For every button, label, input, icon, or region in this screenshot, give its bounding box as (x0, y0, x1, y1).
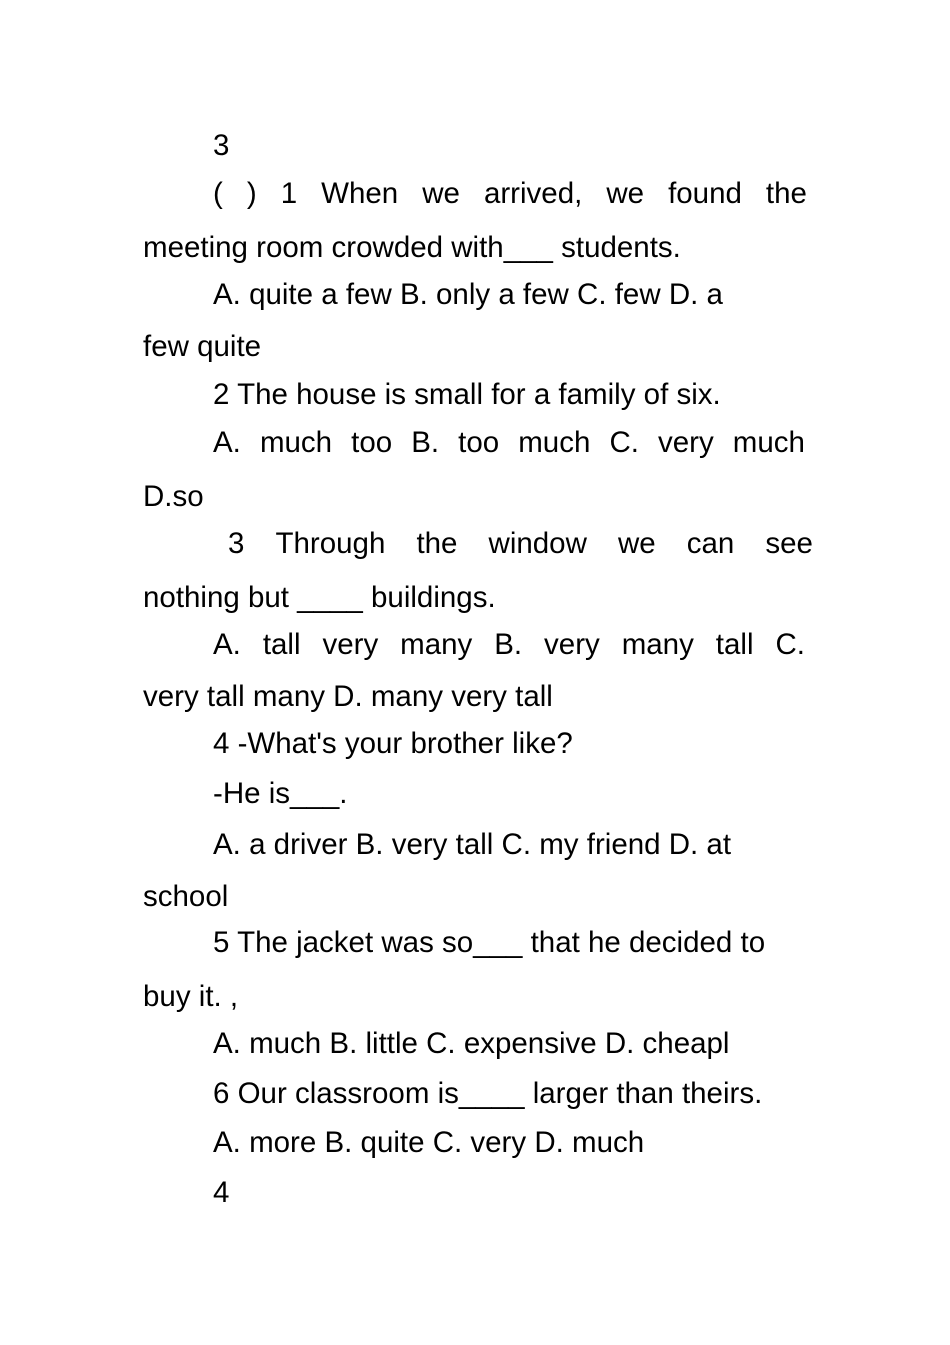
question-2-stem: 2 The house is small for a family of six. (213, 378, 721, 411)
question-3-options (213, 627, 805, 663)
q2-option-word: very (658, 426, 714, 459)
q1-word: the (765, 177, 807, 210)
q1-word: When (321, 177, 399, 210)
question-6-stem: 6 Our classroom is____ larger than theirs. (213, 1077, 763, 1110)
q2-option-word: much (259, 426, 333, 459)
question-4-reply: -He is___. (213, 777, 348, 810)
q3-option-word: many (400, 628, 473, 661)
question-3-options-continuation: very tall many D. many very tall (143, 680, 553, 713)
question-1-stem-continuation: meeting room crowded with___ students. (143, 231, 681, 264)
question-3-stem-line (228, 526, 813, 562)
question-4-stem: 4 -What's your brother like? (213, 727, 573, 760)
question-2-options-continuation: D.so (143, 480, 204, 513)
q3-option-word: C. (775, 628, 805, 661)
q1-word: 1 (280, 177, 298, 210)
q3-option-word: tall (262, 628, 301, 661)
q2-option-word: A. (213, 426, 241, 459)
q1-word: we (606, 177, 645, 210)
question-5-stem: 5 The jacket was so___ that he decided to (213, 926, 766, 959)
q2-option-word: too (458, 426, 500, 459)
question-6-options: A. more B. quite C. very D. much (213, 1126, 645, 1159)
page-number-top: 3 (213, 129, 230, 162)
q1-word: found (668, 177, 742, 210)
q3-word: Through (275, 527, 386, 560)
q3-word: see (765, 527, 813, 560)
q3-option-word: many (621, 628, 694, 661)
question-4-options: A. a driver B. very tall C. my friend D. at (213, 828, 732, 861)
q3-word: we (617, 527, 656, 560)
question-1-stem-line (213, 176, 807, 212)
q1-word: ( (213, 177, 223, 210)
q1-word: we (422, 177, 460, 210)
question-4-options-continuation: school (143, 880, 229, 913)
q3-word: the (416, 527, 458, 560)
q3-word: window (488, 527, 587, 560)
q2-option-word: much (732, 426, 805, 459)
q2-option-word: much (518, 426, 591, 459)
question-5-stem-continuation: buy it. , (143, 980, 239, 1013)
q3-option-word: very (322, 628, 379, 661)
question-1-options-continuation: few quite (143, 330, 262, 363)
q3-option-word: B. (494, 628, 523, 661)
q3-option-word: very (544, 628, 600, 661)
question-5-options: A. much B. little C. expensive D. cheapl (213, 1027, 730, 1060)
q3-option-word: A. (213, 628, 241, 661)
q1-word: arrived, (483, 177, 583, 210)
q3-word: can (686, 527, 735, 560)
q3-option-word: tall (715, 628, 754, 661)
page-number-bottom: 4 (213, 1176, 230, 1209)
q2-option-word: C. (609, 426, 639, 459)
q1-word: ) (246, 177, 257, 210)
q2-option-word: B. (411, 426, 440, 459)
question-2-options (213, 425, 805, 461)
question-3-stem-continuation: nothing but ____ buildings. (143, 581, 496, 614)
q3-word: 3 (228, 527, 245, 560)
question-1-options: A. quite a few B. only a few C. few D. a (213, 278, 723, 311)
q2-option-word: too (351, 426, 393, 459)
